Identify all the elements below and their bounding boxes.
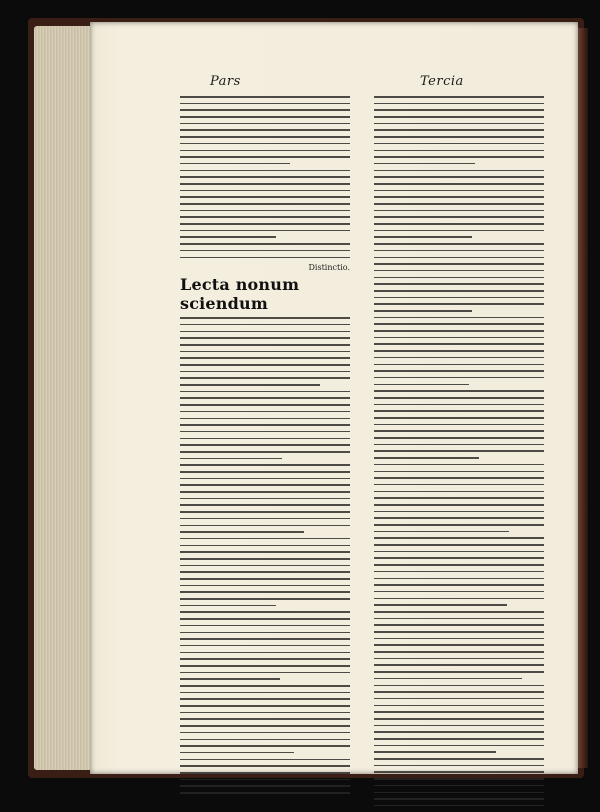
text-line: [374, 123, 544, 125]
text-line: [180, 230, 350, 232]
text-line: [180, 424, 350, 426]
text-line: [180, 351, 350, 353]
text-line: [374, 497, 544, 499]
text-line: [180, 712, 350, 714]
text-line: [374, 290, 544, 292]
text-line: [180, 243, 350, 245]
text-line: [374, 504, 544, 506]
text-line: [374, 798, 544, 800]
text-line: [374, 437, 544, 439]
text-line: [374, 364, 544, 366]
text-line: [180, 391, 350, 393]
text-line: [374, 471, 544, 473]
text-line: [374, 491, 544, 493]
text-line: [374, 638, 544, 640]
text-line: [374, 417, 544, 419]
text-line: [180, 190, 350, 192]
text-line: [374, 751, 496, 753]
text-line: [374, 651, 544, 653]
text-line: [374, 685, 544, 687]
text-line: [374, 183, 544, 185]
text-line: [180, 645, 350, 647]
text-line: [374, 598, 544, 600]
text-line: [180, 785, 350, 787]
text-line: [374, 624, 544, 626]
text-line: [180, 129, 350, 131]
text-line: [374, 531, 509, 533]
text-line: [374, 196, 544, 198]
text-line: [180, 337, 350, 339]
text-line: [180, 652, 350, 654]
text-line: [374, 584, 544, 586]
text-line: [374, 805, 544, 807]
text-line: [374, 691, 544, 693]
text-line: [180, 196, 350, 198]
section-title: Lecta nonum sciendum: [180, 275, 300, 314]
text-line: [374, 430, 544, 432]
text-line: [180, 678, 280, 680]
text-line: [374, 216, 544, 218]
text-line: [180, 331, 350, 333]
text-line: [374, 631, 544, 633]
text-line: [180, 471, 350, 473]
text-line: [374, 270, 544, 272]
text-line: [374, 250, 544, 252]
text-line: [374, 424, 544, 426]
text-line: [180, 444, 350, 446]
text-line: [180, 431, 350, 433]
text-line: [180, 618, 350, 620]
text-line: [374, 337, 544, 339]
left-upper-text: [180, 96, 350, 258]
text-line: [180, 438, 350, 440]
text-line: [374, 310, 472, 312]
text-line: [374, 758, 544, 760]
text-line: [180, 156, 350, 158]
text-line: [180, 491, 350, 493]
text-line: [374, 384, 469, 386]
text-line: [180, 558, 350, 560]
running-header-left: Pars: [210, 74, 241, 89]
text-line: [180, 752, 294, 754]
running-header-right: Tercia: [420, 74, 464, 89]
text-line: [180, 759, 350, 761]
text-line: [180, 605, 276, 607]
text-line: [180, 692, 350, 694]
text-line: [374, 792, 544, 794]
text-line: [180, 377, 350, 379]
text-line: [374, 404, 544, 406]
left-text-column: [180, 96, 350, 799]
book-page: [90, 22, 578, 774]
text-line: [374, 223, 544, 225]
text-line: [180, 404, 350, 406]
text-line: [180, 478, 350, 480]
text-line: [180, 203, 350, 205]
text-line: [180, 625, 350, 627]
text-line: [180, 685, 350, 687]
text-line: [180, 317, 350, 319]
text-line: [180, 672, 350, 674]
text-line: [374, 537, 544, 539]
text-line: [180, 176, 350, 178]
text-line: [180, 210, 350, 212]
text-line: [374, 671, 544, 673]
text-line: [374, 243, 544, 245]
text-line: [180, 150, 350, 152]
text-line: [180, 705, 350, 707]
text-line: [180, 397, 350, 399]
text-line: [374, 263, 544, 265]
text-line: [374, 410, 544, 412]
text-line: [374, 711, 544, 713]
text-line: [374, 323, 544, 325]
text-line: [374, 377, 544, 379]
text-line: [374, 357, 544, 359]
text-line: [180, 143, 350, 145]
text-line: [180, 418, 350, 420]
text-line: [374, 150, 544, 152]
text-line: [180, 344, 350, 346]
text-line: [180, 779, 350, 781]
text-line: [180, 123, 350, 125]
text-line: [374, 765, 544, 767]
text-line: [180, 357, 350, 359]
text-line: [180, 518, 350, 520]
text-line: [180, 163, 290, 165]
right-text-column: [374, 96, 544, 812]
text-line: [180, 96, 350, 98]
text-line: [374, 778, 544, 780]
left-lower-text: [180, 317, 350, 793]
text-line: [374, 511, 544, 513]
text-line: [180, 545, 350, 547]
text-line: [374, 484, 544, 486]
text-line: [180, 638, 350, 640]
text-line: [374, 771, 544, 773]
text-line: [374, 551, 544, 553]
text-line: [180, 551, 350, 553]
text-line: [180, 257, 350, 259]
text-line: [374, 230, 544, 232]
text-line: [180, 578, 350, 580]
text-line: [180, 464, 350, 466]
text-line: [180, 732, 350, 734]
text-line: [374, 96, 544, 98]
text-line: [374, 277, 544, 279]
text-line: [374, 644, 544, 646]
text-line: [180, 223, 350, 225]
text-line: [180, 658, 350, 660]
section-subheading: Distinctio.: [308, 263, 350, 273]
text-line: [374, 591, 544, 593]
text-line: [180, 116, 350, 118]
text-line: [374, 156, 544, 158]
text-line: [374, 705, 544, 707]
text-line: [374, 725, 544, 727]
text-line: [180, 511, 350, 513]
text-line: [374, 170, 544, 172]
text-line: [180, 525, 350, 527]
text-line: [374, 136, 544, 138]
text-line: [374, 116, 544, 118]
text-line: [374, 303, 544, 305]
text-line: [180, 739, 350, 741]
text-line: [180, 371, 350, 373]
text-line: [374, 578, 544, 580]
text-line: [180, 765, 350, 767]
text-line: [180, 136, 350, 138]
text-line: [374, 343, 544, 345]
text-line: [374, 517, 544, 519]
text-line: [180, 250, 350, 252]
text-line: [180, 725, 350, 727]
text-line: [180, 792, 350, 794]
text-line: [180, 745, 350, 747]
text-line: [180, 451, 350, 453]
text-line: [374, 330, 544, 332]
text-line: [374, 618, 544, 620]
text-line: [374, 524, 544, 526]
text-line: [374, 444, 544, 446]
text-line: [374, 678, 522, 680]
text-line: [374, 203, 544, 205]
text-line: [180, 632, 350, 634]
text-line: [374, 370, 544, 372]
text-line: [180, 384, 320, 386]
page-edges: [34, 26, 96, 770]
text-line: [180, 103, 350, 105]
text-line: [180, 611, 350, 613]
text-line: [180, 498, 350, 500]
text-line: [180, 598, 350, 600]
text-line: [180, 538, 350, 540]
text-line: [374, 317, 544, 319]
text-line: [374, 450, 544, 452]
text-line: [374, 464, 544, 466]
text-line: [180, 531, 304, 533]
text-line: [180, 364, 350, 366]
text-line: [374, 611, 544, 613]
text-line: [180, 484, 350, 486]
text-line: [374, 109, 544, 111]
text-line: [374, 210, 544, 212]
text-line: [374, 564, 544, 566]
text-line: [180, 571, 350, 573]
text-line: [180, 698, 350, 700]
text-line: [374, 397, 544, 399]
text-line: [374, 664, 544, 666]
text-line: [374, 143, 544, 145]
text-line: [180, 772, 350, 774]
text-line: [374, 283, 544, 285]
text-line: [180, 585, 350, 587]
text-line: [374, 190, 544, 192]
text-line: [180, 236, 276, 238]
text-line: [374, 390, 544, 392]
text-line: [374, 571, 544, 573]
text-line: [180, 591, 350, 593]
text-line: [180, 216, 350, 218]
text-line: [374, 257, 544, 259]
text-line: [374, 738, 544, 740]
text-line: [374, 658, 544, 660]
text-line: [180, 665, 350, 667]
text-line: [374, 236, 472, 238]
text-line: [374, 544, 544, 546]
text-line: [374, 350, 544, 352]
text-line: [374, 297, 544, 299]
text-line: [374, 129, 544, 131]
text-line: [180, 411, 350, 413]
text-line: [180, 718, 350, 720]
text-line: [374, 163, 475, 165]
text-line: [374, 604, 507, 606]
text-line: [374, 731, 544, 733]
text-line: [180, 504, 350, 506]
text-line: [374, 176, 544, 178]
text-line: [374, 718, 544, 720]
text-line: [374, 745, 544, 747]
text-line: [374, 457, 479, 459]
text-line: [374, 557, 544, 559]
text-line: [180, 324, 350, 326]
text-line: [180, 170, 350, 172]
right-page-edge: [578, 28, 588, 768]
text-line: [374, 785, 544, 787]
text-line: [374, 103, 544, 105]
text-line: [374, 698, 544, 700]
text-line: [180, 565, 350, 567]
text-line: [180, 109, 350, 111]
text-line: [180, 458, 282, 460]
text-line: [180, 183, 350, 185]
text-line: [374, 477, 544, 479]
